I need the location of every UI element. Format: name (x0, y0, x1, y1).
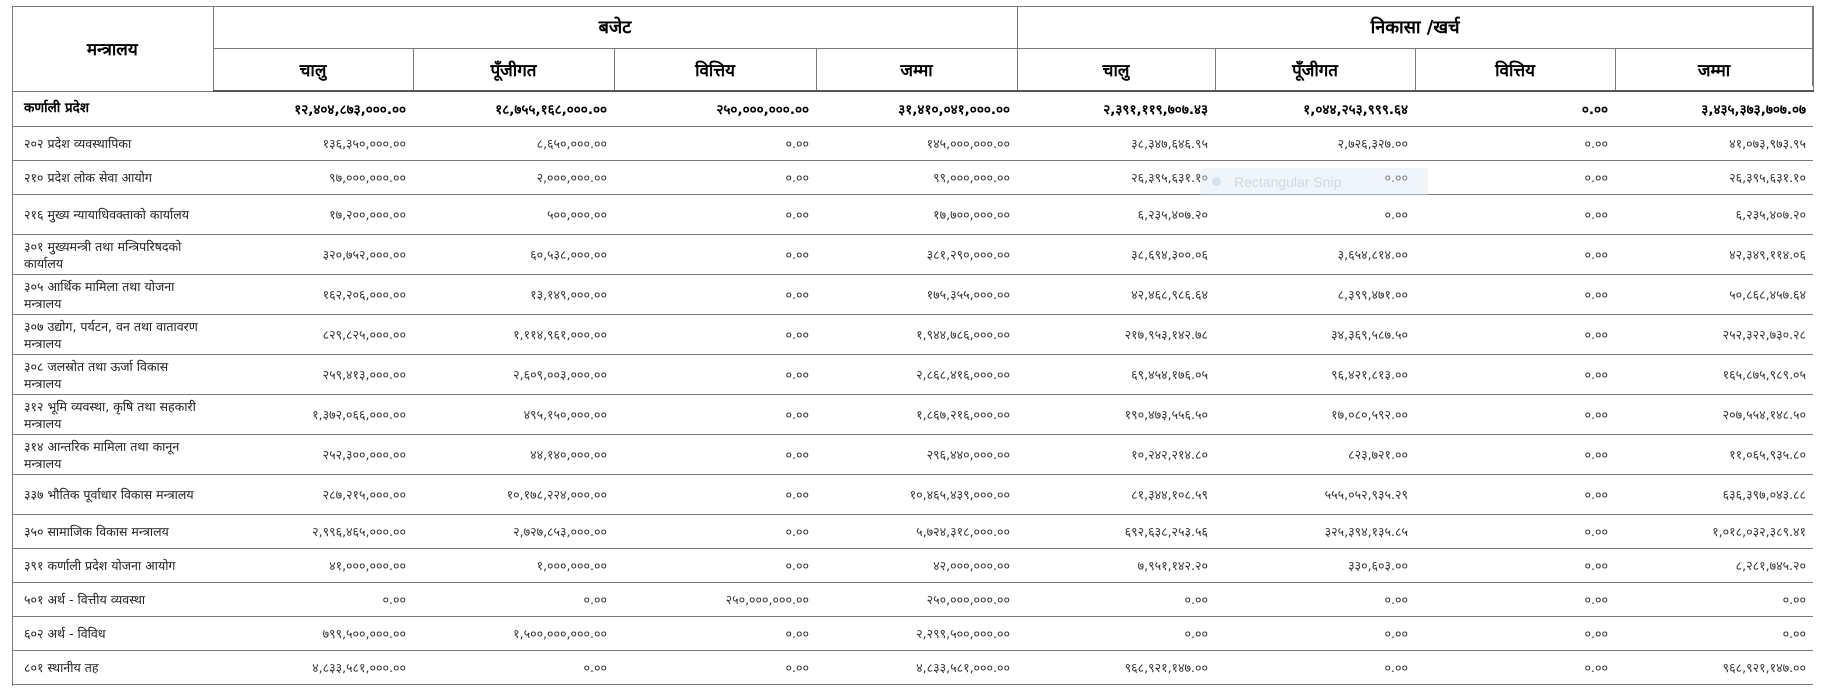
cell-value: ६,२३५,४०७.२० (1017, 195, 1215, 235)
cell-value: ०.०० (614, 275, 816, 315)
cell-value: २५२,३२२,७३०.२८ (1615, 315, 1813, 355)
cell-value: ३३०,६०३.०० (1215, 549, 1415, 583)
cell-value: १७,२००,०००.०० (213, 195, 413, 235)
row-name: ३०१ मुख्यमन्त्री तथा मन्त्रिपरिषदको कार्यालय (12, 235, 213, 275)
cell-value: १,११४,९६१,०००.०० (413, 315, 614, 355)
cell-value: ०.०० (1415, 617, 1615, 651)
cell-value: ०.०० (614, 235, 816, 275)
cell-value: २,६०९,००३,०००.०० (413, 355, 614, 395)
budget-total-header: जम्मा (816, 49, 1017, 92)
cell-value: ०.०० (614, 515, 816, 549)
cell-value: १२,४०४,८७३,०००.०० (213, 91, 413, 127)
cell-value: ४२,०००,०००.०० (816, 549, 1017, 583)
cell-value: १,०००,०००.०० (413, 549, 614, 583)
cell-value: ३२०,७५२,०००.०० (213, 235, 413, 275)
cell-value: २५९,४१३,०००.०० (213, 355, 413, 395)
cell-value: ९६८,९२१,१४७.०० (1615, 651, 1813, 685)
budget-financial-header: वित्तिय (614, 49, 816, 92)
cell-value: ०.०० (614, 161, 816, 195)
release-total-header: जम्मा (1615, 49, 1813, 92)
row-name: ३०८ जलस्रोत तथा ऊर्जा विकास मन्त्रालय (12, 355, 213, 395)
cell-value: १६५,८७५,९८९.०५ (1615, 355, 1813, 395)
cell-value: ०.०० (1615, 617, 1813, 651)
table-row (12, 475, 1813, 515)
release-group-header: निकासा /खर्च (1017, 6, 1813, 49)
cell-value: ३१,४१०,०४१,०००.०० (816, 91, 1017, 127)
cell-value: ०.०० (614, 195, 816, 235)
cell-value: १,०४४,२५३,९९९.६४ (1215, 91, 1415, 127)
table-row (12, 195, 1813, 235)
ministry-column-header: मन्त्रालय (12, 6, 213, 91)
cell-value: २५२,३००,०००.०० (213, 435, 413, 475)
cell-value: ०.०० (1415, 275, 1615, 315)
cell-value: २१७,९५३,१४२.७८ (1017, 315, 1215, 355)
cell-value: १३,१४९,०००.०० (413, 275, 614, 315)
cell-value: ०.०० (614, 435, 816, 475)
cell-value: ८,६५०,०००.०० (413, 127, 614, 161)
cell-value: ०.०० (1415, 515, 1615, 549)
cell-value: ८,३९९,४७१.०० (1215, 275, 1415, 315)
cell-value: २,०००,०००.०० (413, 161, 614, 195)
cell-value: ०.०० (1415, 583, 1615, 617)
cell-value: २,८६८,४१६,०००.०० (816, 355, 1017, 395)
cell-value: ४२,४६८,९८६.६४ (1017, 275, 1215, 315)
cell-value: ११,०६५,९३५.८० (1615, 435, 1813, 475)
row-name: ३१२ भूमि व्यवस्था, कृषि तथा सहकारी मन्त्रालय (12, 395, 213, 435)
cell-value: २६,३९५,६३१.१० (1017, 161, 1215, 195)
snip-icon (1212, 177, 1221, 186)
cell-value: ०.०० (1415, 235, 1615, 275)
cell-value: २,७२६,३२७.०० (1215, 127, 1415, 161)
cell-value: १७,७००,०००.०० (816, 195, 1017, 235)
cell-value: ०.०० (1415, 475, 1615, 515)
cell-value: ०.०० (614, 315, 816, 355)
cell-value: २८७,२१५,०००.०० (213, 475, 413, 515)
cell-value: ०.०० (614, 549, 816, 583)
table-row (12, 617, 1813, 651)
cell-value: २,२९९,५००,०००.०० (816, 617, 1017, 651)
row-name: ३९१ कर्णाली प्रदेश योजना आयोग (12, 549, 213, 583)
cell-value: १,९४४,७८६,०००.०० (816, 315, 1017, 355)
cell-value: ७९९,५००,०००.०० (213, 617, 413, 651)
cell-value: ०.०० (413, 583, 614, 617)
cell-value: ४१,०७३,९७३.९५ (1615, 127, 1813, 161)
cell-value: ५,७२४,३१८,०००.०० (816, 515, 1017, 549)
cell-value: २५०,०००,०००.०० (816, 583, 1017, 617)
cell-value: १८,७५५,१६८,०००.०० (413, 91, 614, 127)
row-name: ३३७ भौतिक पूर्वाधार विकास मन्त्रालय (12, 475, 213, 515)
cell-value: ४१,०००,०००.०० (213, 549, 413, 583)
cell-value: ८२९,८२५,०००.०० (213, 315, 413, 355)
cell-value: १३६,३५०,०००.०० (213, 127, 413, 161)
cell-value: ०.०० (614, 355, 816, 395)
cell-value: १७,०८०,५९२.०० (1215, 395, 1415, 435)
cell-value: ३४,३६९,५८७.५० (1215, 315, 1415, 355)
cell-value: ३८,३४७,६४६.९५ (1017, 127, 1215, 161)
budget-recurrent-header: चालु (213, 49, 413, 92)
cell-value: ३,६५४,८१४.०० (1215, 235, 1415, 275)
table-row (12, 355, 1813, 395)
table-row (12, 515, 1813, 549)
cell-value: ३८,६९४,३००.०६ (1017, 235, 1215, 275)
cell-value: २६,३९५,६३१.१० (1615, 161, 1813, 195)
cell-value: ०.०० (1017, 583, 1215, 617)
row-name: २०२ प्रदेश व्यवस्थापिका (12, 127, 213, 161)
cell-value: ०.०० (1415, 355, 1615, 395)
cell-value: १,०१८,०३२,३८९.४१ (1615, 515, 1813, 549)
table-row (12, 651, 1813, 685)
cell-value: १९०,४७३,५५६.५० (1017, 395, 1215, 435)
release-recurrent-header: चालु (1017, 49, 1215, 92)
cell-value: ८१,३४४,१०८.५९ (1017, 475, 1215, 515)
cell-value: २,७२७,८५३,०००.०० (413, 515, 614, 549)
cell-value: १०,२४२,२१४.८० (1017, 435, 1215, 475)
cell-value: १०,१७८,२२४,०००.०० (413, 475, 614, 515)
cell-value: २,३९१,११९,७०७.४३ (1017, 91, 1215, 127)
cell-value: ०.०० (1615, 583, 1813, 617)
cell-value: ९९,०००,०००.०० (816, 161, 1017, 195)
table-row (12, 235, 1813, 275)
cell-value: ०.०० (413, 651, 614, 685)
cell-value: ९७,०००,०००.०० (213, 161, 413, 195)
cell-value: ०.०० (1215, 195, 1415, 235)
cell-value: २५०,०००,०००.०० (614, 91, 816, 127)
table-row (12, 395, 1813, 435)
cell-value: ०.०० (1215, 583, 1415, 617)
cell-value: २,९९६,४६५,०००.०० (213, 515, 413, 549)
table-row (12, 315, 1813, 355)
cell-value: ६,२३५,४०७.२० (1615, 195, 1813, 235)
cell-value: ३२५,३९४,१३५.८५ (1215, 515, 1415, 549)
cell-value: ०.०० (614, 127, 816, 161)
cell-value: ९६८,९२१,१४७.०० (1017, 651, 1215, 685)
table-row (12, 275, 1813, 315)
cell-value: ०.०० (614, 651, 816, 685)
cell-value: ८,२८१,७४५.२० (1615, 549, 1813, 583)
row-name: ६०२ अर्थ - विविध (12, 617, 213, 651)
snip-overlay-label: Rectangular Snip (1234, 174, 1342, 190)
cell-value: ०.०० (1415, 91, 1615, 127)
cell-value: १४५,०००,०००.०० (816, 127, 1017, 161)
row-name: ३१४ आन्तरिक मामिला तथा कानून मन्त्रालय (12, 435, 213, 475)
cell-value: ०.०० (1415, 549, 1615, 583)
cell-value: १,८६७,२१६,०००.०० (816, 395, 1017, 435)
cell-value: २५०,०००,०००.०० (614, 583, 816, 617)
row-name: ५०१ अर्थ - वित्तीय व्यवस्था (12, 583, 213, 617)
table-row (12, 161, 1813, 195)
table-row (12, 583, 1813, 617)
row-name: ३०७ उद्योग, पर्यटन, वन तथा वातावरण मन्त्रालय (12, 315, 213, 355)
row-name: ८०१ स्थानीय तह (12, 651, 213, 685)
rectangular-snip-overlay (1200, 168, 1428, 196)
cell-value: ०.०० (1017, 617, 1215, 651)
cell-value: ०.०० (1415, 651, 1615, 685)
release-capital-header: पूँजीगत (1215, 49, 1415, 92)
cell-value: ४,८३३,५८१,०००.०० (816, 651, 1017, 685)
cell-value: ४२,३४९,११४.०६ (1615, 235, 1813, 275)
cell-value: ०.०० (614, 475, 816, 515)
cell-value: १,५००,०००,०००.०० (413, 617, 614, 651)
cell-value: ०.०० (1415, 161, 1615, 195)
cell-value: ५०,८६८,४५७.६४ (1615, 275, 1813, 315)
table-row (12, 549, 1813, 583)
cell-value: ६९२,६३८,२५३.५६ (1017, 515, 1215, 549)
cell-value: ०.०० (1415, 395, 1615, 435)
table-row (12, 435, 1813, 475)
cell-value: ०.०० (1415, 195, 1615, 235)
cell-value: ०.०० (614, 617, 816, 651)
cell-value: ६३६,३९७,०४३.८८ (1615, 475, 1813, 515)
row-name: २१६ मुख्य न्यायाधिवक्ताको कार्यालय (12, 195, 213, 235)
row-name: ३५० सामाजिक विकास मन्त्रालय (12, 515, 213, 549)
cell-value: १,३७२,०६६,०००.०० (213, 395, 413, 435)
cell-value: ५००,०००.०० (413, 195, 614, 235)
cell-value: ०.०० (1215, 651, 1415, 685)
cell-value: ०.०० (1415, 435, 1615, 475)
row-name: कर्णाली प्रदेश (12, 91, 213, 127)
cell-value: ४९५,१५०,०००.०० (413, 395, 614, 435)
budget-group-header: बजेट (213, 6, 1017, 49)
cell-value: ०.०० (1215, 161, 1415, 195)
table-row-province-total (12, 91, 1813, 127)
cell-value: ०.०० (1415, 315, 1615, 355)
cell-value: २९६,४४०,०००.०० (816, 435, 1017, 475)
cell-value: ९६,४२१,८१३.०० (1215, 355, 1415, 395)
cell-value: १६२,२०६,०००.०० (213, 275, 413, 315)
row-name: २१० प्रदेश लोक सेवा आयोग (12, 161, 213, 195)
budget-table (12, 6, 1814, 685)
cell-value: ०.०० (614, 395, 816, 435)
cell-value: ४४,१४०,०००.०० (413, 435, 614, 475)
cell-value: ७,९५१,१४२.२० (1017, 549, 1215, 583)
row-name: ३०५ आर्थिक मामिला तथा योजना मन्त्रालय (12, 275, 213, 315)
cell-value: ०.०० (1415, 127, 1615, 161)
table-row (12, 127, 1813, 161)
cell-value: २०७,५५४,१४८.५० (1615, 395, 1813, 435)
cell-value: ६९,४५४,१७६.०५ (1017, 355, 1215, 395)
cell-value: ६०,५३८,०००.०० (413, 235, 614, 275)
cell-value: ३८१,२९०,०००.०० (816, 235, 1017, 275)
cell-value: १०,४६५,४३९,०००.०० (816, 475, 1017, 515)
cell-value: ०.०० (1215, 617, 1415, 651)
cell-value: ४,८३३,५८१,०००.०० (213, 651, 413, 685)
cell-value: ५५५,०५२,९३५.२९ (1215, 475, 1415, 515)
cell-value: १७५,३५५,०००.०० (816, 275, 1017, 315)
budget-capital-header: पूँजीगत (413, 49, 614, 92)
cell-value: ३,४३५,३७३,७०७.०७ (1615, 91, 1813, 127)
release-financial-header: वित्तिय (1415, 49, 1615, 92)
cell-value: ०.०० (213, 583, 413, 617)
cell-value: ८२३,७२१.०० (1215, 435, 1415, 475)
